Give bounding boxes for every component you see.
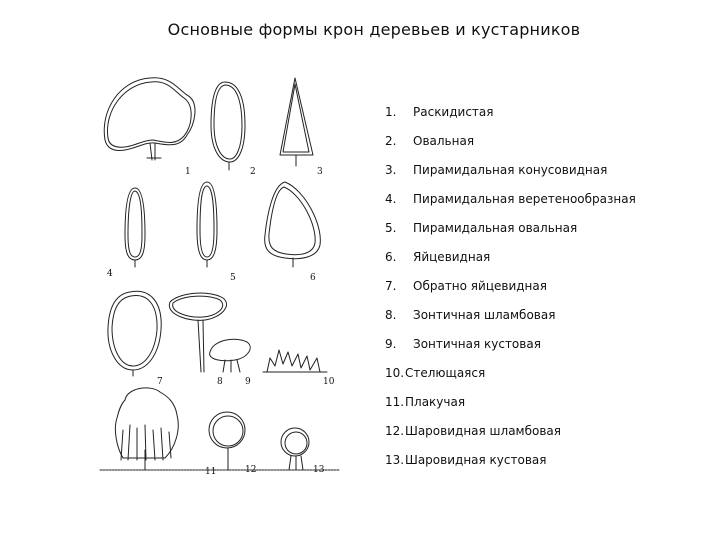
figure-number-5: 5 (230, 273, 236, 283)
figure-number-4: 4 (107, 269, 113, 279)
figure-number-8: 8 (217, 377, 223, 387)
figure-number-12: 12 (245, 465, 257, 475)
figure-number-13: 13 (313, 465, 325, 475)
legend-item: 8. Зонтичная шламбовая (385, 308, 556, 322)
tree-obovate (108, 291, 161, 376)
legend-item: 9. Зонтичная кустовая (385, 337, 541, 351)
page-title: Основные формы крон деревьев и кустарников (167, 20, 581, 39)
figure-number-7: 7 (157, 377, 163, 387)
legend-item: 11.Плакучая (385, 395, 466, 409)
shrub-umbrella (210, 339, 251, 372)
figure-number-9: 9 (245, 377, 251, 387)
tree-weeping (115, 388, 178, 470)
legend-item: 7. Обратно яйцевидная (385, 279, 547, 293)
figure-number-11: 11 (205, 467, 217, 477)
figure-number-2: 2 (250, 167, 256, 177)
legend-item: 6. Яйцевидная (385, 250, 491, 264)
tree-pyramidal-conical (280, 78, 313, 166)
tree-spherical-standard (209, 412, 245, 470)
legend-item: 4. Пирамидальная веретенообразная (385, 192, 636, 206)
legend-item: 13.Шаровидная кустовая (385, 453, 547, 467)
legend-item: 1. Раскидистая (385, 105, 494, 119)
figure-number-6: 6 (310, 273, 316, 283)
figure-number-10: 10 (323, 377, 335, 387)
figure-number-3: 3 (317, 167, 323, 177)
tree-pyramidal-spindle (125, 188, 145, 267)
figure-number-1: 1 (185, 167, 191, 177)
tree-crown-illustration (95, 70, 345, 480)
tree-oval (211, 82, 245, 170)
legend-item: 12.Шаровидная шламбовая (385, 424, 561, 438)
shrub-creeping (263, 350, 327, 372)
legend-item: 10.Стелющаяся (385, 366, 486, 380)
legend-item: 3. Пирамидальная конусовидная (385, 163, 608, 177)
tree-pyramidal-oval (197, 182, 217, 267)
tree-spreading (104, 78, 195, 160)
shrub-spherical (281, 428, 309, 470)
tree-egg-shaped (265, 182, 321, 267)
legend-item: 5. Пирамидальная овальная (385, 221, 578, 235)
legend-item: 2. Овальная (385, 134, 475, 148)
